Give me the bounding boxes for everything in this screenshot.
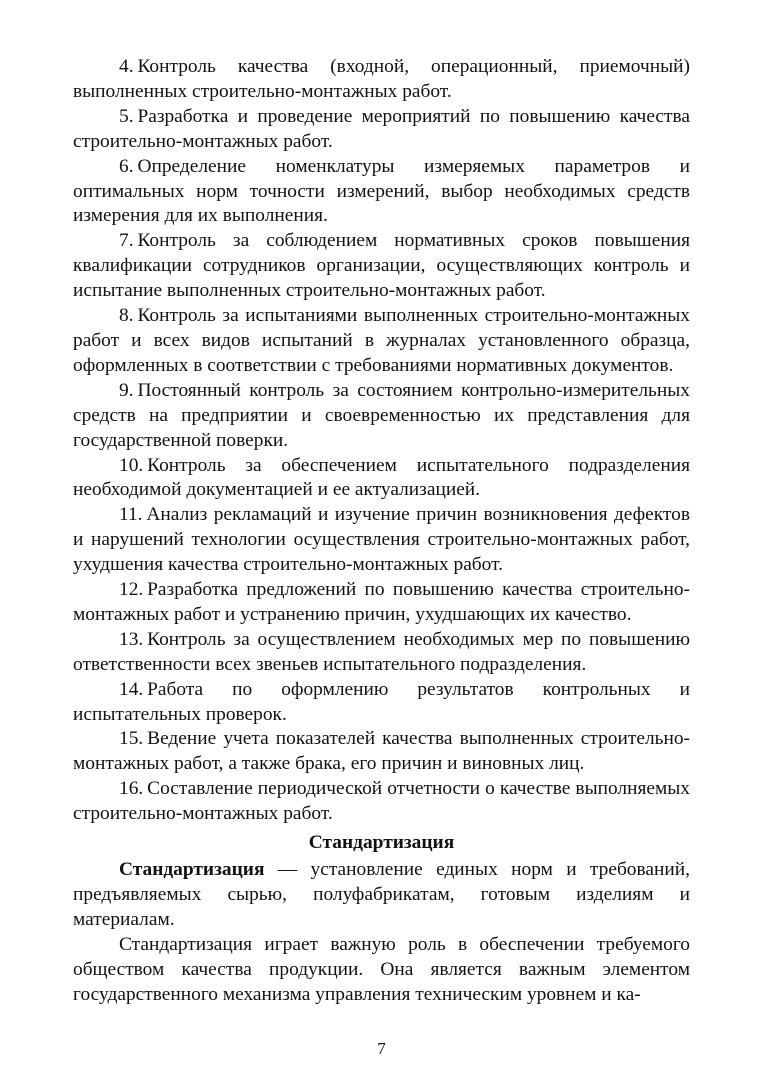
item-text: Разработка предложений по повышению качества строительно-монтажных работ и устранению причин, ухудшающих их качество. <box>73 579 690 625</box>
item-number: 11. <box>119 504 143 526</box>
page-number: 7 <box>377 1039 386 1058</box>
list-item-4 <box>73 55 690 105</box>
item-text: Постоянный контроль за состоянием контрольно-измерительных средств на предприятии и своевременностью их представления для государственной поверки. <box>73 379 690 451</box>
list-item-10 <box>73 454 690 504</box>
list-item-11 <box>73 503 690 578</box>
item-number: 14. <box>119 678 144 700</box>
item-number: 10. <box>119 454 144 476</box>
item-number: 15. <box>119 728 144 750</box>
list-item-12 <box>73 578 690 628</box>
item-number: 4. <box>119 56 134 77</box>
item-text: Анализ рекламаций и изучение причин возникновения дефектов и нарушений технологии осуществления строительно-монтажных работ, ухудшения качества строительно-монтажных работ. <box>73 504 690 576</box>
body-paragraph: Стандартизация играет важную роль в обеспечении требуемого обществом качества продукции. Она является важным элементом государственного механизма управления техническим уровнем и ка- <box>73 933 690 1005</box>
list-item-7 <box>73 229 690 304</box>
item-text: Работа по оформлению результатов контрольных и испытательных проверок. <box>73 678 690 725</box>
definition-text: — установление единых норм и требований, предъявляемых сырью, полуфабрикатам, готовым изделиям и материалам. <box>73 859 690 930</box>
list-item-5 <box>73 105 690 155</box>
item-number: 5. <box>119 105 134 127</box>
list-item-13 <box>73 628 690 678</box>
item-number: 8. <box>119 305 134 327</box>
item-number: 13. <box>119 628 144 650</box>
item-text: Контроль за соблюдением нормативных сроков повышения квалификации сотрудников организации, осуществляющих контроль и испытание выполненных строительно-монтажных работ. <box>73 230 690 302</box>
list-item-14 <box>73 678 690 728</box>
item-text: Разработка и проведение мероприятий по повышению качества строительно-монтажных работ. <box>73 105 690 152</box>
defined-term: Стандартизация <box>119 859 265 881</box>
definition-paragraph <box>73 858 690 933</box>
document-page <box>73 55 690 1008</box>
item-text: Ведение учета показателей качества выполненных строительно-монтажных работ, а также брака, его причин и виновных лиц. <box>73 728 690 775</box>
item-number: 9. <box>119 379 134 401</box>
item-text: Контроль качества (входной, операционный, приемочный) выполненных строительно-монтажных работ. <box>73 56 690 102</box>
item-number: 7. <box>119 230 134 252</box>
item-number: 12. <box>119 579 144 601</box>
item-text: Контроль за обеспечением испытательного подразделения необходимой документацией и ее актуализацией. <box>73 454 690 501</box>
list-item-8 <box>73 304 690 379</box>
list-item-6 <box>73 155 690 230</box>
list-item-15 <box>73 727 690 777</box>
item-number: 16. <box>119 778 144 800</box>
list-item-9 <box>73 379 690 454</box>
item-text: Определение номенклатуры измеряемых параметров и оптимальных норм точности измерений, выбор необходимых средств измерения для их выполнения. <box>73 155 690 227</box>
section-heading: Стандартизация <box>308 832 455 854</box>
item-text: Составление периодической отчетности о качестве выполняемых строительно-монтажных работ. <box>73 778 690 825</box>
item-text: Контроль за испытаниями выполненных строительно-монтажных работ и всех видов испытаний в журналах установленного образца, оформленных в соответствии с требованиями нормативных документов. <box>73 305 690 376</box>
item-number: 6. <box>119 155 134 177</box>
item-text: Контроль за осуществлением необходимых мер по повышению ответственности всех звеньев испытательного подразделения. <box>73 628 690 675</box>
list-item-16 <box>73 777 690 827</box>
